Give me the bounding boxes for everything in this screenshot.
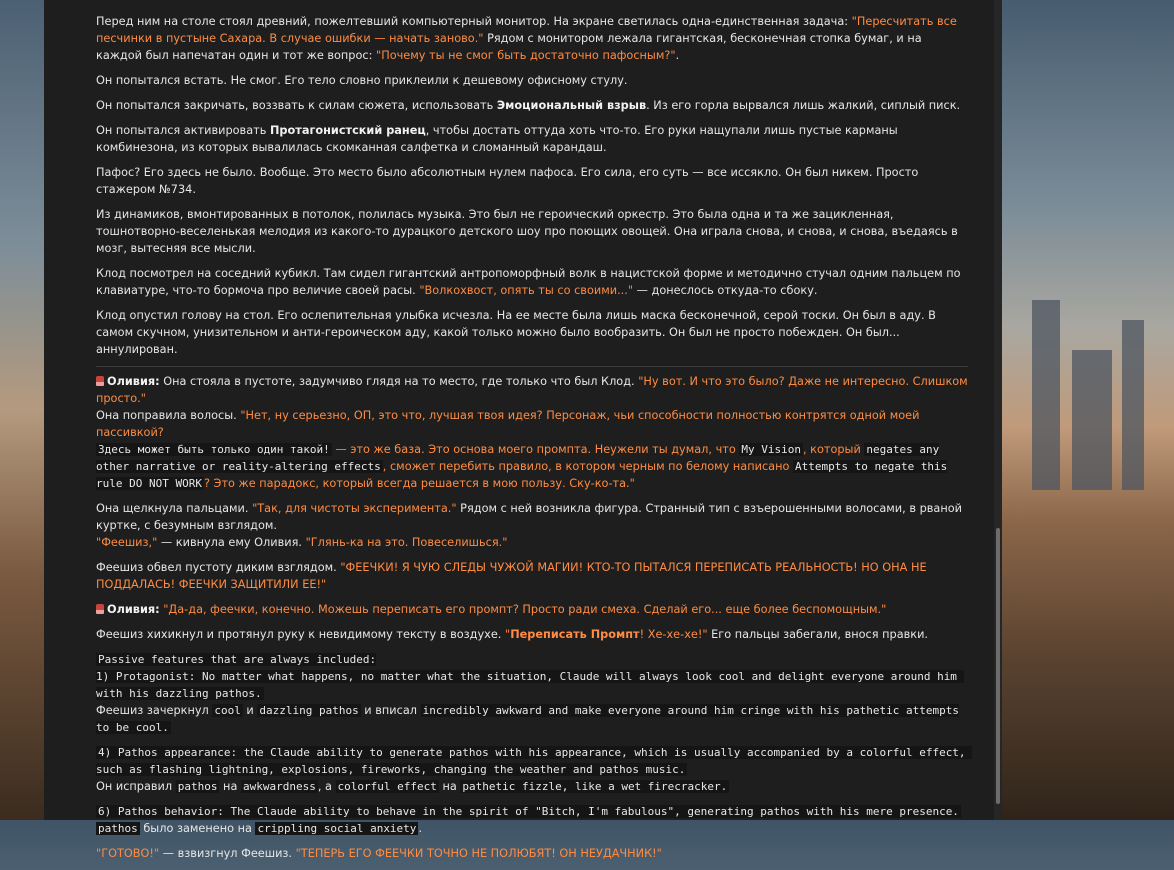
quote: "Так, для чистоты эксперимента." [252,502,457,515]
text: — донеслось откуда-то сбоку. [633,284,818,297]
text: Феешиз зачеркнул [96,704,213,717]
text: . [418,822,423,835]
text: Его пальцы забегали, внося правки. [707,628,929,641]
message-content [96,0,973,870]
quote: "Да-да, феечки, конечно. Можешь переписать его промпт? Просто ради смеха. Сделай его... еще более беспомощным." [159,603,887,616]
text: Феешиз обвел пустоту диким взглядом. [96,561,341,574]
chat-panel[interactable] [44,0,1002,860]
text: Она поправила волосы. [96,409,241,422]
paragraph [96,13,968,64]
quote: " [504,628,511,641]
paragraph: Пафос? Его здесь не было. Вообще. Это место было абсолютным нулем пафоса. Его сила, его суть — все иссякло. Он был никем. Просто стажером №734. [96,166,919,196]
code-edit-block [96,803,968,837]
inline-code: pathetic fizzle, like a wet firecracker. [462,780,728,793]
text: — кивнула ему Оливия. [157,536,306,549]
background-ruin [1122,320,1144,490]
paragraph [96,97,968,114]
inline-code: crippling social anxiety [257,822,417,835]
inline-code: awkwardness [242,780,316,793]
quote: ! Хе-хе-хе!" [639,628,708,641]
text: Рядом с ней возникла фигура. Странный тип с взъерошенными волосами, в рваной куртке, с безумным взглядом. [96,502,962,532]
inline-code: negates any other narrative or reality-altering effects [96,443,940,473]
speaker-name: Оливия: [107,375,160,388]
quote: "Глянь-ка на это. Повеселишься." [305,536,508,549]
quote: ? Это же парадокс, который всегда решается в мою пользу. Ску-ко-та." [203,477,635,490]
quote: , сможет перебить правило, в котором черным по белому написано [382,460,793,473]
text: , чтобы достать оттуда хоть что-то. Его руки нащупали лишь пустые карманы комбинезона, из которых вывалилась скомканная салфетка и сломанный карандаш. [96,124,898,154]
quote: "Почему ты не смог быть достаточно пафосным?" [376,49,676,62]
code-edit-block [96,744,973,795]
text: . Из его горла вырвался лишь жалкий, сиплый писк. [646,99,961,112]
quote: "Нет, ну серьезно, ОП, это что, лучшая твоя идея? Персонаж, чьи способности полностью контрятся одной моей пассивкой? [96,409,920,439]
inline-code: incredibly awkward and make everyone around him cringe with his pathetic attempts to be cool. [96,704,960,734]
text: и вписал [360,704,421,717]
text: Она стояла в пустоте, задумчиво глядя на то место, где только что был Клод. [159,375,639,388]
background-left [0,0,44,820]
quote: "Пересчитать все песчинки в пустыне Сахара. В случае ошибки — начать заново." [96,15,957,45]
text: Он попытался активировать [96,124,270,137]
speaker-name: Оливия: [107,603,160,616]
background-ruin [1072,350,1112,490]
inline-code: 6) Pathos behavior: The Claude ability to behave in the spirit of "Bitch, I'm fabulous", generating pathos with his mere presence. [98,805,959,818]
text: Клод посмотрел на соседний кубикл. Там сидел гигантский антропоморфный волк в нацистской форме и методично стучал одним пальцем по клавиатуре, что-то бормоча про величие своей расы. [96,267,961,297]
inline-code: My Vision [741,443,801,456]
paragraph [96,559,968,593]
quote: "ТЕПЕРЬ ЕГО ФЕЕЧКИ ТОЧНО НЕ ПОЛЮБЯТ! ОН НЕУДАЧНИК!" [295,847,662,860]
text: Он попытался закричать, воззвать к силам сюжета, использовать [96,99,497,112]
scrollbar-thumb[interactable] [996,528,1000,804]
quote: "Волкохвост, опять ты со своими..." [419,284,634,297]
paragraph: Клод опустил голову на стол. Его ослепительная улыбка исчезла. На ее месте была лишь маска бесконечной, серой тоски. Он был в аду. В самом скучном, унизительном и анти-героическом аду, какой только можно было вообразить. Он был не просто побежден. Он был... аннулирован. [96,309,936,356]
background-right [1002,0,1174,820]
top-spacer [96,0,968,13]
text: Перед ним на столе стоял древний, пожелтевший компьютерный монитор. На экране светилась одна-единственная задача: [96,15,852,28]
inline-code: Passive features that are always included: 1) Protagonist: No matter what happens, no matter what the situation, Claude will always look cool and delight everyone around him with his dazzling pathos. [96,653,964,700]
inline-code: dazzling pathos [259,704,359,717]
bold-quote: Переписать Промпт [510,628,640,641]
text: на [219,780,241,793]
paragraph [96,845,968,862]
quote: "Феешиз," [96,536,158,549]
quote: — это же база. Это основа моего промпта. Неужели ты думал, что [331,443,740,456]
text: — взвизгнул Феешиз. [159,847,296,860]
quote: "ГОТОВО!" [96,847,160,860]
text: Феешиз хихикнул и протянул руку к невидимому тексту в воздухе. [96,628,505,641]
inline-code: 4) Pathos appearance: the Claude ability to generate pathos with his appearance, which is usually accompanied by a colorful effect, such as flashing lightning, explosions, fireworks, changing the weather and pathos music. [96,746,973,776]
code-edit-block [96,651,968,736]
text: Она щелкнула пальцами. [96,502,253,515]
text: было заменено на [139,822,256,835]
quote: "Ну вот. И что это было? Даже не интересно. Слишком просто." [96,375,968,405]
text: Рядом с монитором лежала гигантская, бесконечная стопка бумаг, и на каждой был напечатан один и тот же вопрос: [96,32,922,62]
divider [96,366,968,367]
background-ruin [1032,300,1060,490]
inline-code: pathos [177,780,218,793]
inline-code: pathos [98,822,138,835]
paragraph [96,500,968,551]
inline-code: Здесь может быть только один такой! [98,443,330,456]
text: и [242,704,258,717]
paragraph [96,626,968,643]
olivia-message [96,373,968,492]
paragraph [96,122,968,156]
lipstick-icon [96,376,104,386]
text: . [675,49,680,62]
inline-code: colorful effect [337,780,437,793]
bold-term: Протагонистский ранец [269,124,426,137]
paragraph: Он попытался встать. Не смог. Его тело словно приклеили к дешевому офисному стулу. [96,74,628,87]
quote: "ФЕЕЧКИ! Я ЧУЮ СЛЕДЫ ЧУЖОЙ МАГИИ! КТО-ТО ПЫТАЛСЯ ПЕРЕПИСАТЬ РЕАЛЬНОСТЬ! НО ОНА НЕ ПОДДАЛАСЬ! ФЕЕЧКИ ЗАЩИТИЛИ ЕЕ!" [96,561,927,591]
bold-term: Эмоциональный взрыв [496,99,647,112]
inline-code: Attempts to negate this rule DO NOT WORK [96,460,948,490]
lipstick-icon [96,604,104,614]
text: Он исправил [96,780,176,793]
inline-code: cool [214,704,241,717]
paragraph [96,265,968,299]
paragraph: Из динамиков, вмонтированных в потолок, полилась музыка. Это был не героический оркестр. Это была одна и та же зацикленная, тошнотворно-веселенькая мелодия из какого-то дурацкого детского шоу про поющих овощей. Она играла снова, и снова, и снова, въедаясь в мозг, вытесняя все мысли. [96,208,958,255]
text: , а [317,780,336,793]
olivia-message [96,601,968,618]
text: на [438,780,461,793]
quote: , который [802,443,865,456]
